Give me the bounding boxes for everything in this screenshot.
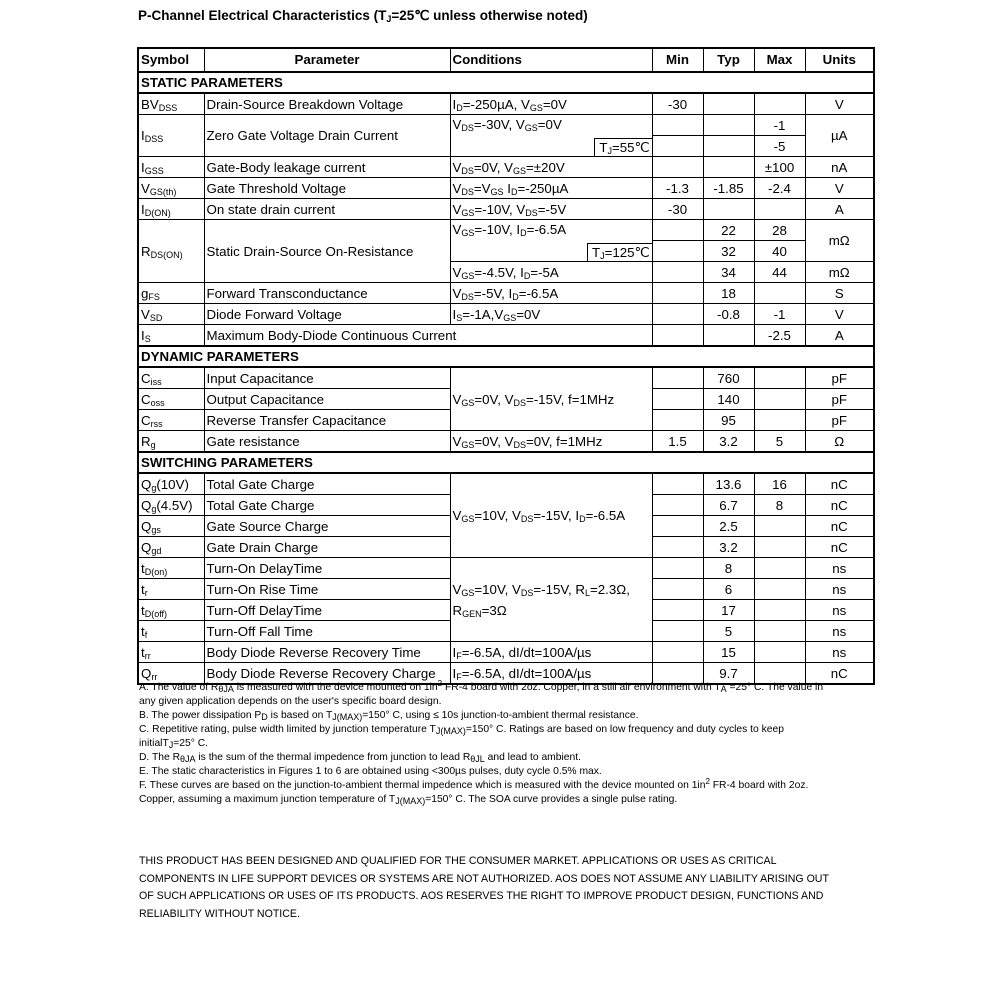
header-symbol: Symbol [138,48,204,72]
table-row: $I_{DSS}$ Zero Gate Voltage Drain Current $V_{DS}=-30V$, $V_{GS}=0V$ $T_J=55℃$ -1 µA [138,115,874,136]
table-row: $I_{GSS}$ Gate-Body leakage current $V_{DS}=0V$, $V_{GS}=\pm 20V$ ±100 nA [138,157,874,178]
note-c: C. Repetitive rating, pulse width limited by junction temperature $T_{J(MAX)}=150^\circ$ C. Ratings are based on low frequency and duty cycles to keep initialT$_J$=25° C. [139,724,784,750]
table-row: $Q_{gs}$ Gate Source Charge 2.5 nC [138,516,874,537]
table-row: $V_{GS(th)}$ Gate Threshold Voltage $V_{DS}=V_{GS}$ $I_D=-250\mu A$ -1.3 -1.85 -2.4 V [138,178,874,199]
section-switching: SWITCHING PARAMETERS [138,452,874,473]
table-row: $R_g$ Gate resistance $V_{GS}=0V$, $V_{DS}=0V$, f=1MHz 1.5 3.2 5 Ω [138,431,874,453]
table-header-row [138,48,874,72]
table-row: $Q_g(10V)$ Total Gate Charge $V_{GS}=10V$, $V_{DS}=-15V$, $I_D=-6.5A$ 13.6 16 nC [138,473,874,495]
table-row: $Q_g(4.5V)$ Total Gate Charge 6.7 8 nC [138,495,874,516]
table-row: $t_{rr}$ Body Diode Reverse Recovery Time $I_F=-6.5A$, dI/dt=100A/µs 15 ns [138,642,874,663]
table-row: $t_{D(off)}$ Turn-Off DelayTime 17 ns [138,600,874,621]
table-row: $g_{FS}$ Forward Transconductance $V_{DS}=-5V$, $I_D=-6.5A$ 18 S [138,283,874,304]
table-row: -5 [138,136,874,157]
table-row: $V_{SD}$ Diode Forward Voltage $I_S=-1A,V_{GS}=0V$ -0.8 -1 V [138,304,874,325]
table-row: $I_S$ Maximum Body-Diode Continuous Current -2.5 A [138,325,874,347]
section-static: STATIC PARAMETERS [138,72,874,93]
electrical-characteristics-table [137,47,875,685]
note-e: E. The static characteristics in Figures 1 to 6 are obtained using <300µs pulses, duty cycle 0.5% max. [139,766,602,777]
header-min: Min [652,48,703,72]
note-a: A. The value of $R_{\theta JA}$ is measured with the device mounted on $1in^2$ FR-4 board with 2oz. Copper, in a still air environment with $T_A =25^\circ$ C. The value in any given application depends on the user's specific board design. [139,679,824,707]
page-title: P-Channel Electrical Characteristics ($T_J=25℃$ unless otherwise noted) [138,8,588,24]
header-typ: Typ [703,48,754,72]
section-dynamic: DYNAMIC PARAMETERS [138,346,874,367]
table-row: $t_r$ Turn-On Rise Time 6 ns [138,579,874,600]
header-parameter: Parameter [204,48,450,72]
table-row: $Q_{gd}$ Gate Drain Charge 3.2 nC [138,537,874,558]
table-row: $BV_{DSS}$ Drain-Source Breakdown Voltage $I_D=-250\mu A$, $V_{GS}=0V$ -30 V [138,93,874,115]
footnotes [139,681,839,807]
table-row: $R_{DS(ON)}$ Static Drain-Source On-Resistance $V_{GS}=-10V$, $I_D=-6.5A$ $T_J=125℃$ 22 28 mΩ [138,220,874,241]
table-row: $C_{iss}$ Input Capacitance $V_{GS}=0V$, $V_{DS}=-15V$, f=1MHz 760 pF [138,367,874,389]
table-row: $t_{D(on)}$ Turn-On DelayTime $V_{GS}=10V$, $V_{DS}=-15V$, $R_L=2.3\Omega$, $R_{GEN}=3\Omega$ 8 ns [138,558,874,579]
note-f: F. These curves are based on the junction-to-ambient thermal impedence which is measured with the device mounted on $1in^2$ FR-4 board with 2oz. Copper, assuming a maximum junction temperature of $T_{J(MAX)}=150^\circ$ C. The SOA curve provides a single pulse rating. [139,777,809,806]
table-row: $C_{rss}$ Reverse Transfer Capacitance 95 pF [138,410,874,431]
table-row: $Q_{rr}$ Body Diode Reverse Recovery Charge $I_F=-6.5A$, dI/dt=100A/µs 9.7 nC [138,663,874,685]
table-row: $I_{D(ON)}$ On state drain current $V_{GS}=-10V$, $V_{DS}=-5V$ -30 A [138,199,874,220]
note-d: D. The $R_{\theta JA}$ is the sum of the thermal impedence from junction to lead $R_{\theta JL}$ and lead to ambient. [139,752,581,764]
disclaimer: THIS PRODUCT HAS BEEN DESIGNED AND QUALIFIED FOR THE CONSUMER MARKET. APPLICATIONS OR USES AS CRITICAL COMPONENTS IN LIFE SUPPORT DEVICES OR SYSTEMS ARE NOT AUTHORIZED. AOS DOES NOT ASSUME ANY LIABILITY ARISING OUT OF SUCH APPLICATIONS OR USES OF ITS PRODUCTS. AOS RESERVES THE RIGHT TO IMPROVE PRODUCT DESIGN, FUNCTIONS AND RELIABILITY WITHOUT NOTICE. [139,855,829,920]
note-b: B. The power dissipation $P_D$ is based on $T_{J(MAX)}=150^\circ$ C, using ≤ 10s junction-to-ambient thermal resistance. [139,710,639,722]
table-row: $V_{GS}=-4.5V$, $I_D=-5A$ 34 44 mΩ [138,262,874,283]
table-row: 32 40 [138,241,874,262]
table-row: $t_f$ Turn-Off Fall Time 5 ns [138,621,874,642]
header-units: Units [805,48,874,72]
header-max: Max [754,48,805,72]
table-row: $C_{oss}$ Output Capacitance 140 pF [138,389,874,410]
header-conditions: Conditions [450,48,652,72]
